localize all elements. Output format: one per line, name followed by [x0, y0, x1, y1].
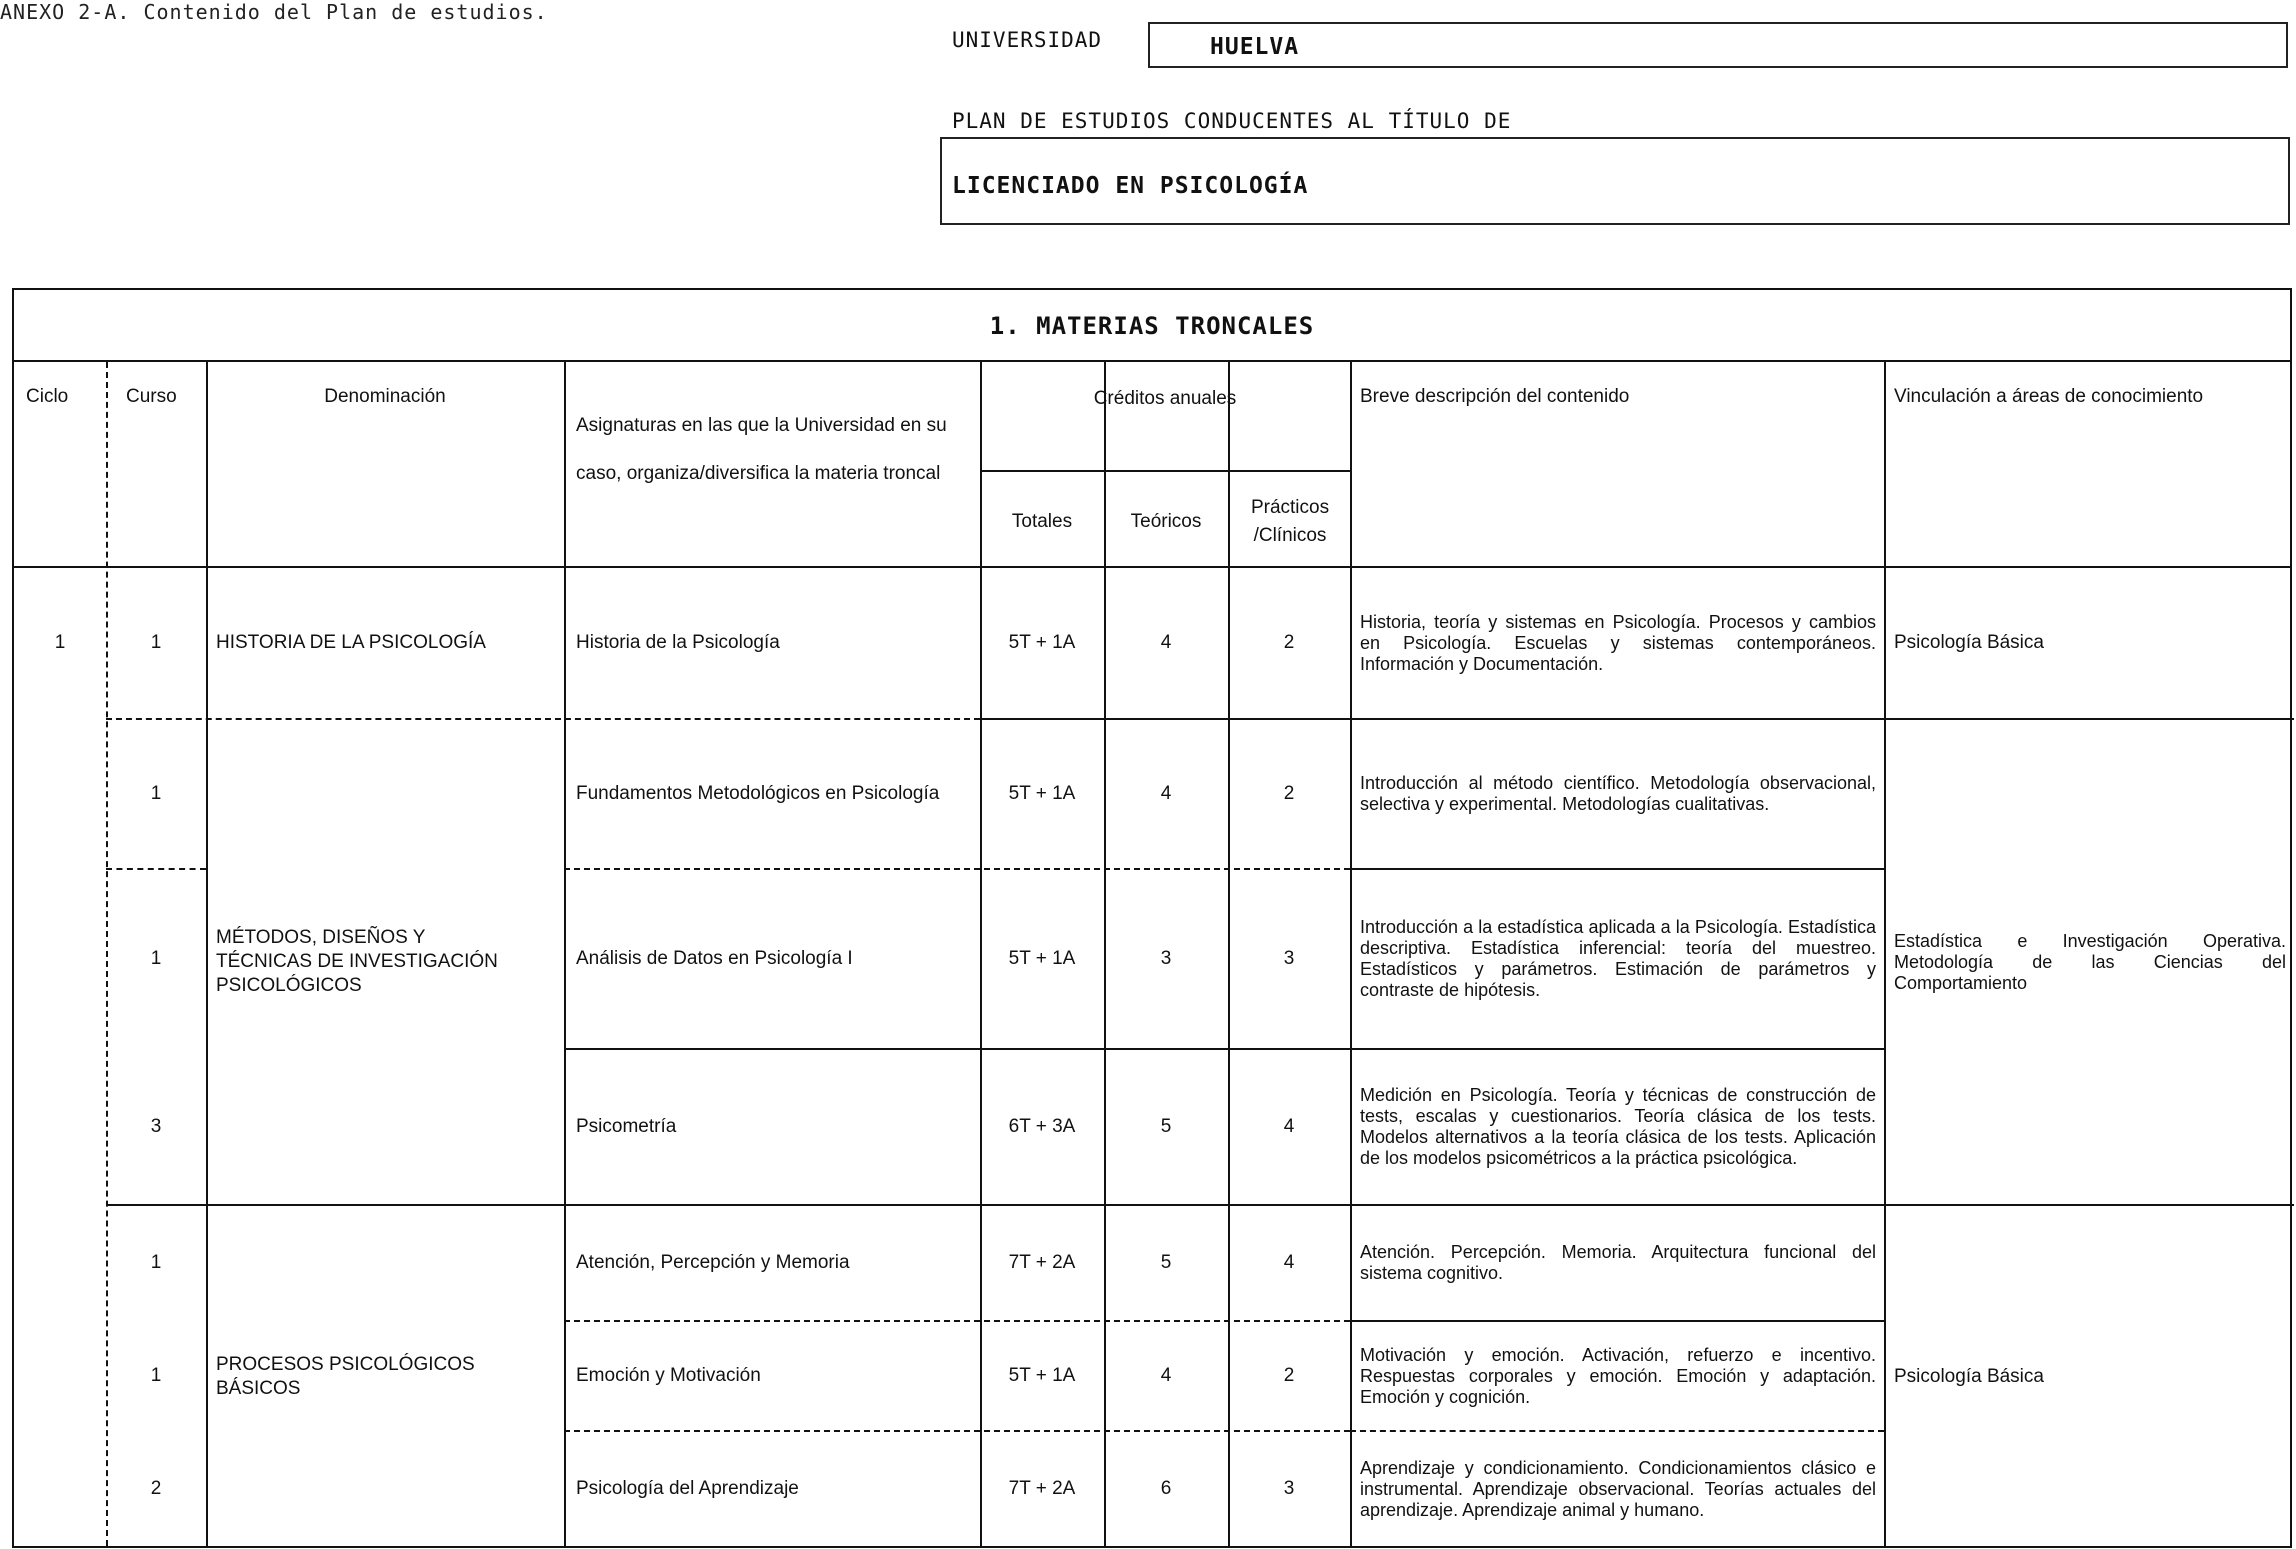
row-totales: 5T + 1A — [1008, 947, 1076, 969]
row-practicos: 3 — [1283, 1477, 1295, 1499]
row-descripcion-text: Motivación y emoción. Activación, refuerzo e incentivo. Respuestas corporales y emoción. Emoción y adaptación. Emoción y cognición. — [1360, 1344, 1876, 1407]
university-field — [1148, 22, 2288, 68]
row-practicos: 2 — [1283, 782, 1295, 804]
header-denominacion: Denominación — [324, 386, 446, 407]
degree-title-value: LICENCIADO EN PSICOLOGÍA — [952, 173, 1309, 199]
row-asignatura: Psicología del Aprendizaje — [576, 1477, 799, 1499]
col-divider-curso — [206, 362, 208, 1546]
row-descripcion — [1360, 1432, 1876, 1546]
row-teoricos: 6 — [1160, 1477, 1172, 1499]
row-asignatura: Atención, Percepción y Memoria — [576, 1251, 850, 1273]
row-curso: 3 — [150, 1115, 162, 1137]
header-totales: Totales — [1011, 510, 1073, 532]
header-teoricos: Teóricos — [1130, 510, 1202, 532]
section-header — [14, 290, 2290, 362]
header-asignaturas: Asignaturas en las que la Universidad en su caso, organiza/diversifica la materia troncal — [576, 415, 947, 484]
row-practicos: 3 — [1283, 947, 1295, 969]
subjects-table — [12, 288, 2292, 1548]
row-descripcion — [1360, 1206, 1876, 1320]
row-totales: 5T + 1A — [1008, 782, 1076, 804]
row-totales: 7T + 2A — [1008, 1477, 1076, 1499]
row-asignatura: Análisis de Datos en Psicología I — [576, 947, 853, 969]
row-descripcion-text: Introducción al método científico. Metodología observacional, selectiva y experimental. Metodologías cualitativas. — [1360, 773, 1876, 814]
university-label: UNIVERSIDAD — [952, 28, 1103, 52]
row-descripcion — [1360, 720, 1876, 868]
row-descripcion — [1360, 568, 1876, 718]
row-teoricos: 5 — [1160, 1115, 1172, 1137]
header-ciclo: Ciclo — [26, 386, 69, 407]
annex-heading: ANEXO 2-A. Contenido del Plan de estudios. — [0, 0, 548, 24]
header-vinculacion: Vinculación a áreas de conocimiento — [1894, 386, 2204, 407]
header-descripcion: Breve descripción del contenido — [1360, 386, 1630, 407]
header-creditos: Créditos anuales — [1093, 388, 1237, 409]
row-asignatura: Psicometría — [576, 1115, 677, 1137]
row-teoricos: 4 — [1160, 631, 1172, 653]
row-descripcion-text: Introducción a la estadística aplicada a la Psicología. Estadística descriptiva. Estadística inferencial: teoría del muestreo. Estadísticos y parámetros. Estimación de parámetros y contraste de hipótesis. — [1360, 917, 1876, 1000]
col-divider-practicos — [1350, 362, 1352, 1546]
row-descripcion-text: Historia, teoría y sistemas en Psicología. Procesos y cambios en Psicología. Escuelas y sistemas contemporáneos. Información y Documentación. — [1360, 611, 1876, 674]
header-curso: Curso — [126, 386, 177, 407]
row-curso: 1 — [150, 947, 162, 969]
group-vinculacion: Psicología Básica — [1894, 631, 2044, 653]
row-totales: 5T + 1A — [1008, 1364, 1076, 1386]
row-curso: 1 — [150, 1251, 162, 1273]
row-asignatura: Fundamentos Metodológicos en Psicología — [576, 782, 940, 804]
col-divider-denominacion — [564, 362, 566, 1546]
row-teoricos: 4 — [1160, 1364, 1172, 1386]
row-descripcion-text: Aprendizaje y condicionamiento. Condicionamientos clásico e instrumental. Aprendizaje observacional. Teorías actuales del aprendizaje. Aprendizaje animal y humano. — [1360, 1457, 1876, 1520]
row-descripcion — [1360, 870, 1876, 1048]
row-asignatura: Emoción y Motivación — [576, 1364, 761, 1386]
row-descripcion-text: Atención. Percepción. Memoria. Arquitectura funcional del sistema cognitivo. — [1360, 1242, 1876, 1283]
header-practicos: Prácticos /Clínicos — [1250, 497, 1330, 546]
row-curso: 1 — [150, 1364, 162, 1386]
row-descripcion — [1360, 1322, 1876, 1430]
group-vinculacion: Psicología Básica — [1894, 1365, 2044, 1387]
row-curso: 1 — [150, 782, 162, 804]
group-vinculacion-text: Estadística e Investigación Operativa. Metodología de las Ciencias del Comportamiento — [1894, 930, 2286, 993]
row-curso: 2 — [150, 1477, 162, 1499]
section-title: 1. MATERIAS TRONCALES — [989, 312, 1315, 340]
row-teoricos: 3 — [1160, 947, 1172, 969]
row-teoricos: 5 — [1160, 1251, 1172, 1273]
row-totales: 7T + 2A — [1008, 1251, 1076, 1273]
row-descripcion — [1360, 1050, 1876, 1204]
row-practicos: 2 — [1283, 631, 1295, 653]
row-practicos: 2 — [1283, 1364, 1295, 1386]
row-totales: 6T + 3A — [1008, 1115, 1076, 1137]
row-teoricos: 4 — [1160, 782, 1172, 804]
group-denominacion: HISTORIA DE LA PSICOLOGÍA — [216, 631, 486, 653]
row-curso: 1 — [150, 631, 162, 653]
col-divider-descripcion — [1884, 362, 1886, 1546]
row-practicos: 4 — [1283, 1251, 1295, 1273]
group-denominacion: MÉTODOS, DISEÑOS Y TÉCNICAS DE INVESTIGACIÓN PSICOLÓGICOS — [216, 927, 498, 996]
row-descripcion-text: Medición en Psicología. Teoría y técnicas de construcción de tests, escalas y cuestionarios. Teoría clásica de los tests. Modelos alternativos a la teoría clásica de los tests. Aplicación de los modelos psicométricos a la práctica psicológica. — [1360, 1085, 1876, 1168]
ciclo-value: 1 — [54, 631, 66, 653]
row-asignatura: Historia de la Psicología — [576, 631, 780, 653]
university-value: HUELVA — [1210, 34, 1300, 60]
row-totales: 5T + 1A — [1008, 631, 1076, 653]
degree-title-field — [940, 137, 2290, 225]
row-practicos: 4 — [1283, 1115, 1295, 1137]
group-denominacion: PROCESOS PSICOLÓGICOS BÁSICOS — [216, 1354, 475, 1399]
plan-label: PLAN DE ESTUDIOS CONDUCENTES AL TÍTULO DE — [952, 109, 1512, 133]
group-vinculacion — [1894, 720, 2286, 1204]
